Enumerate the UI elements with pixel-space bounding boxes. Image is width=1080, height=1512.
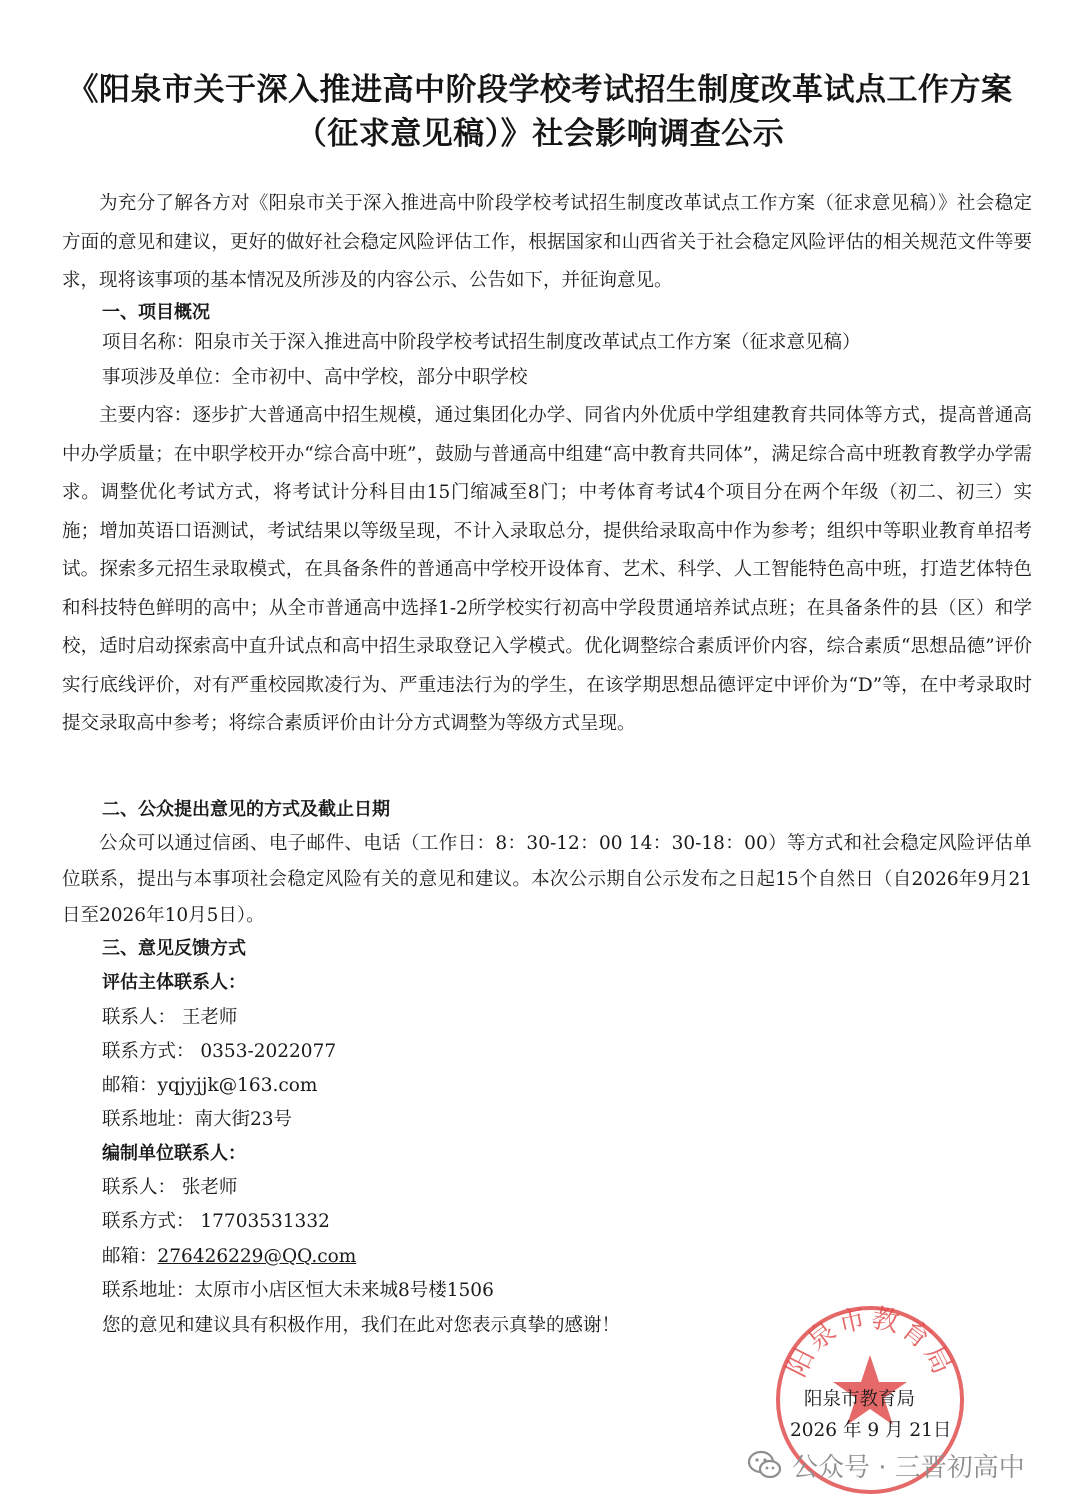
- seal-text: 阳泉市教育局: [781, 1302, 959, 1382]
- section1-heading: 一、项目概况: [102, 302, 210, 323]
- assessor-address: 联系地址：南大街23号: [102, 1109, 293, 1130]
- involved-units: 事项涉及单位：全市初中、高中学校，部分中职学校: [102, 367, 528, 388]
- closing-line: 您的意见和建议具有积极作用，我们在此对您表示真挚的感谢！: [102, 1315, 621, 1336]
- intro-paragraph: 为充分了解各方对《阳泉市关于深入推进高中阶段学校考试招生制度改革试点工作方案（征求意见稿）》社会稳定方面的意见和建议，更好的做好社会稳定风险评估工作，根据国家和山西省关于社会稳定风险评估的相关规范文件等要求，现将该事项的基本情况及所涉及的内容公示、公告如下，并征询意见。: [62, 193, 1032, 291]
- section3-heading: 三、意见反馈方式: [102, 938, 246, 959]
- compiler-phone: 联系方式： 17703531332: [102, 1211, 330, 1232]
- document-title-line-1: 《阳泉市关于深入推进高中阶段学校考试招生制度改革试点工作方案: [67, 72, 1013, 108]
- project-name: 项目名称：阳泉市关于深入推进高中阶段学校考试招生制度改革试点工作方案（征求意见稿）: [102, 332, 861, 353]
- assessor-phone: 联系方式： 0353-2022077: [102, 1041, 337, 1062]
- assessor-email: 邮箱：yqjyjjk@163.com: [102, 1075, 318, 1096]
- watermark-text: 公众号 · 三晋初高中: [792, 1452, 1025, 1483]
- document-title-line-2: （征求意见稿）》社会影响调查公示: [295, 116, 785, 152]
- signature-org: 阳泉市教育局: [804, 1389, 916, 1410]
- compiler-contact: 联系人： 张老师: [102, 1177, 238, 1198]
- section2-heading: 二、公众提出意见的方式及截止日期: [102, 799, 390, 820]
- compiler-email-link[interactable]: 276426229@QQ.com: [157, 1246, 357, 1267]
- compiler-email-row: [102, 1240, 356, 1274]
- assessor-contact: 联系人： 王老师: [102, 1007, 238, 1028]
- compiler-heading: 编制单位联系人：: [102, 1143, 246, 1164]
- section2-paragraph: 公众可以通过信函、电子邮件、电话（工作日：8：30-12：00 14：30-18：00）等方式和社会稳定风险评估单位联系，提出与本事项社会稳定风险有关的意见和建议。本次公示期自公示发布之日起15个自然日（自2026年9月21日至2026年10月5日）。: [62, 833, 1032, 926]
- wechat-watermark: [748, 1445, 1025, 1485]
- main-content-paragraph: 主要内容：逐步扩大普通高中招生规模，通过集团化办学、同省内外优质中学组建教育共同体等方式，提高普通高中办学质量；在中职学校开办“综合高中班”，鼓励与普通高中组建“高中教育共同体”，满足综合高中班教育教学办学需求。调整优化考试方式，将考试计分科目由15门缩减至8门；中考体育考试4个项目分在两个年级（初二、初三）实施；增加英语口语测试，考试结果以等级呈现，不计入录取总分，提供给录取高中作为参考；组织中等职业教育单招考试。探索多元招生录取模式，在具备条件的普通高中学校开设体育、艺术、科学、人工智能特色高中班，打造艺体特色和科技特色鲜明的高中；从全市普通高中选择1-2所学校实行初高中学段贯通培养试点班；在具备条件的县（区）和学校，适时启动探索高中直升试点和高中招生录取登记入学模式。优化调整综合素质评价内容，综合素质“思想品德”评价实行底线评价，对有严重校园欺凌行为、严重违法行为的学生，在该学期思想品德评定中评价为“D”等，在中考录取时提交录取高中参考；将综合素质评价由计分方式调整为等级方式呈现。: [62, 405, 1032, 734]
- signature-date: 2026 年 9 月 21日: [790, 1420, 952, 1441]
- wechat-icon: [748, 1450, 782, 1480]
- compiler-email-label: 邮箱：: [102, 1246, 158, 1267]
- assessor-heading: 评估主体联系人：: [102, 972, 246, 993]
- compiler-address: 联系地址：太原市小店区恒大未来城8号楼1506: [102, 1280, 494, 1301]
